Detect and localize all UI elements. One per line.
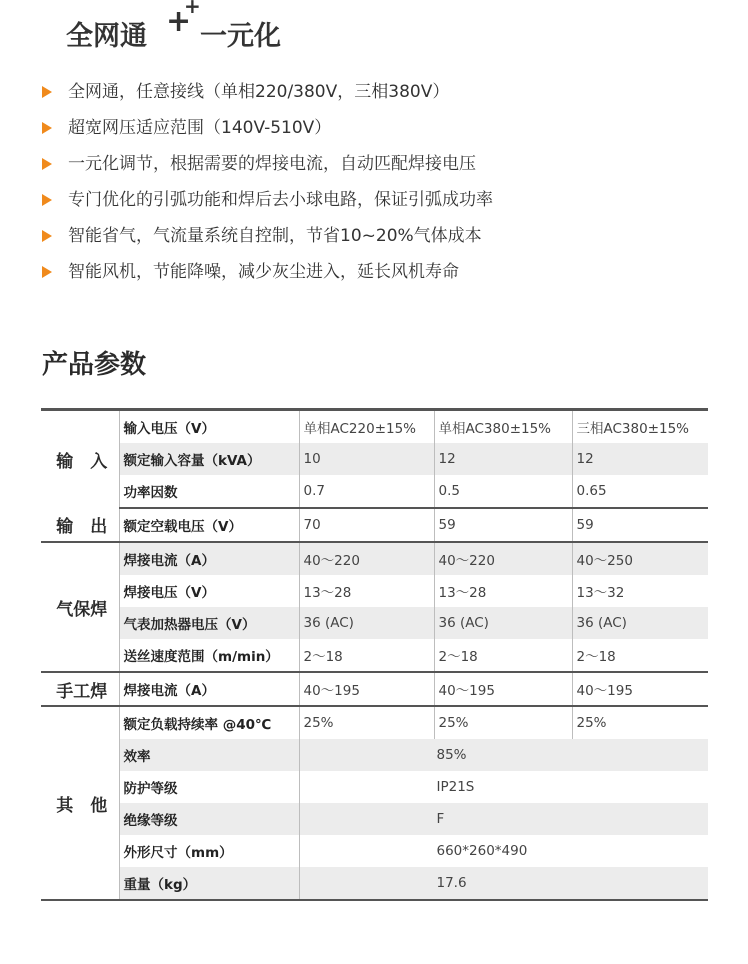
group-other: 其 他 [41, 706, 119, 900]
value-cell: 2～18 [434, 639, 572, 672]
value-cell: 70 [299, 508, 434, 542]
value-cell: 40～220 [434, 542, 572, 575]
title-left: 全网通 [66, 21, 147, 52]
value-cell: 40～220 [299, 542, 434, 575]
param-cell: 输入电压（V） [119, 410, 299, 444]
param-cell: 额定负载持续率 @40℃ [119, 706, 299, 739]
value-cell: 13～32 [572, 575, 708, 607]
table-row [41, 739, 708, 771]
feature-item [40, 254, 740, 290]
group-manual: 手工焊 [41, 672, 119, 706]
feature-text: 智能风机，节能降噪，减少灰尘进入，延长风机寿命 [68, 262, 459, 282]
value-cell: 0.7 [299, 475, 434, 508]
value-cell: 40～195 [572, 672, 708, 706]
param-cell: 外形尺寸（mm） [119, 835, 299, 867]
param-cell: 功率因数 [119, 475, 299, 508]
param-cell: 绝缘等级 [119, 803, 299, 835]
table-row [41, 410, 708, 444]
feature-item [40, 146, 740, 182]
bullet-triangle-icon [42, 266, 52, 278]
param-cell: 额定空载电压（V） [119, 508, 299, 542]
value-cell: 10 [299, 443, 434, 475]
value-cell: F [299, 803, 708, 835]
feature-text: 智能省气，气流量系统自控制，节省10~20%气体成本 [68, 226, 482, 246]
value-cell: 0.5 [434, 475, 572, 508]
value-cell: 40～195 [434, 672, 572, 706]
value-cell: 单相AC380±15% [434, 410, 572, 444]
value-cell: IP21S [299, 771, 708, 803]
value-cell: 三相AC380±15% [572, 410, 708, 444]
value-cell: 40～195 [299, 672, 434, 706]
plus-mark-small: + [184, 0, 201, 18]
table-row [41, 607, 708, 639]
feature-text: 全网通，任意接线（单相220/380V，三相380V） [68, 82, 450, 102]
param-cell: 防护等级 [119, 771, 299, 803]
feature-item [40, 182, 740, 218]
value-cell: 13～28 [299, 575, 434, 607]
param-cell: 送丝速度范围（m/min） [119, 639, 299, 672]
value-cell: 36 (AC) [434, 607, 572, 639]
value-cell: 59 [434, 508, 572, 542]
value-cell: 12 [434, 443, 572, 475]
param-cell: 额定输入容量（kVA） [119, 443, 299, 475]
table-row [41, 835, 708, 867]
param-cell: 焊接电流（A） [119, 672, 299, 706]
feature-text: 超宽网压适应范围（140V-510V） [68, 118, 332, 138]
table-row [41, 443, 708, 475]
spec-table [41, 408, 708, 901]
value-cell: 0.65 [572, 475, 708, 508]
feature-item [40, 218, 740, 254]
value-cell: 85% [299, 739, 708, 771]
title-right: 一元化 [200, 21, 281, 52]
group-input: 输 入 [41, 410, 119, 509]
bullet-triangle-icon [42, 122, 52, 134]
value-cell: 25% [299, 706, 434, 739]
value-cell: 660*260*490 [299, 835, 708, 867]
feature-item [40, 110, 740, 146]
group-output: 输 出 [41, 508, 119, 542]
feature-text: 一元化调节，根据需要的焊接电流，自动匹配焊接电压 [68, 154, 476, 174]
value-cell: 36 (AC) [572, 607, 708, 639]
value-cell: 25% [434, 706, 572, 739]
bullet-triangle-icon [42, 86, 52, 98]
param-cell: 气表加热器电压（V） [119, 607, 299, 639]
value-cell: 40～250 [572, 542, 708, 575]
value-cell: 2～18 [299, 639, 434, 672]
section-title: 产品参数 [42, 350, 147, 380]
bullet-triangle-icon [42, 194, 52, 206]
value-cell: 12 [572, 443, 708, 475]
feature-text: 专门优化的引弧功能和焊后去小球电路，保证引弧成功率 [68, 190, 493, 210]
table-row [41, 508, 708, 542]
table-row [41, 771, 708, 803]
group-gas: 气保焊 [41, 542, 119, 672]
table-row [41, 672, 708, 706]
table-row [41, 542, 708, 575]
table-row [41, 706, 708, 739]
param-cell: 焊接电流（A） [119, 542, 299, 575]
table-row [41, 639, 708, 672]
value-cell: 13～28 [434, 575, 572, 607]
table-row [41, 575, 708, 607]
bullet-triangle-icon [42, 230, 52, 242]
value-cell: 36 (AC) [299, 607, 434, 639]
table-row [41, 475, 708, 508]
value-cell: 59 [572, 508, 708, 542]
value-cell: 2～18 [572, 639, 708, 672]
param-cell: 焊接电压（V） [119, 575, 299, 607]
param-cell: 效率 [119, 739, 299, 771]
table-row [41, 867, 708, 900]
plus-mark-large: + [166, 4, 192, 39]
value-cell: 单相AC220±15% [299, 410, 434, 444]
value-cell: 17.6 [299, 867, 708, 900]
feature-item [40, 74, 740, 110]
value-cell: 25% [572, 706, 708, 739]
table-row [41, 803, 708, 835]
bullet-triangle-icon [42, 158, 52, 170]
param-cell: 重量（kg） [119, 867, 299, 900]
feature-list [40, 74, 740, 290]
